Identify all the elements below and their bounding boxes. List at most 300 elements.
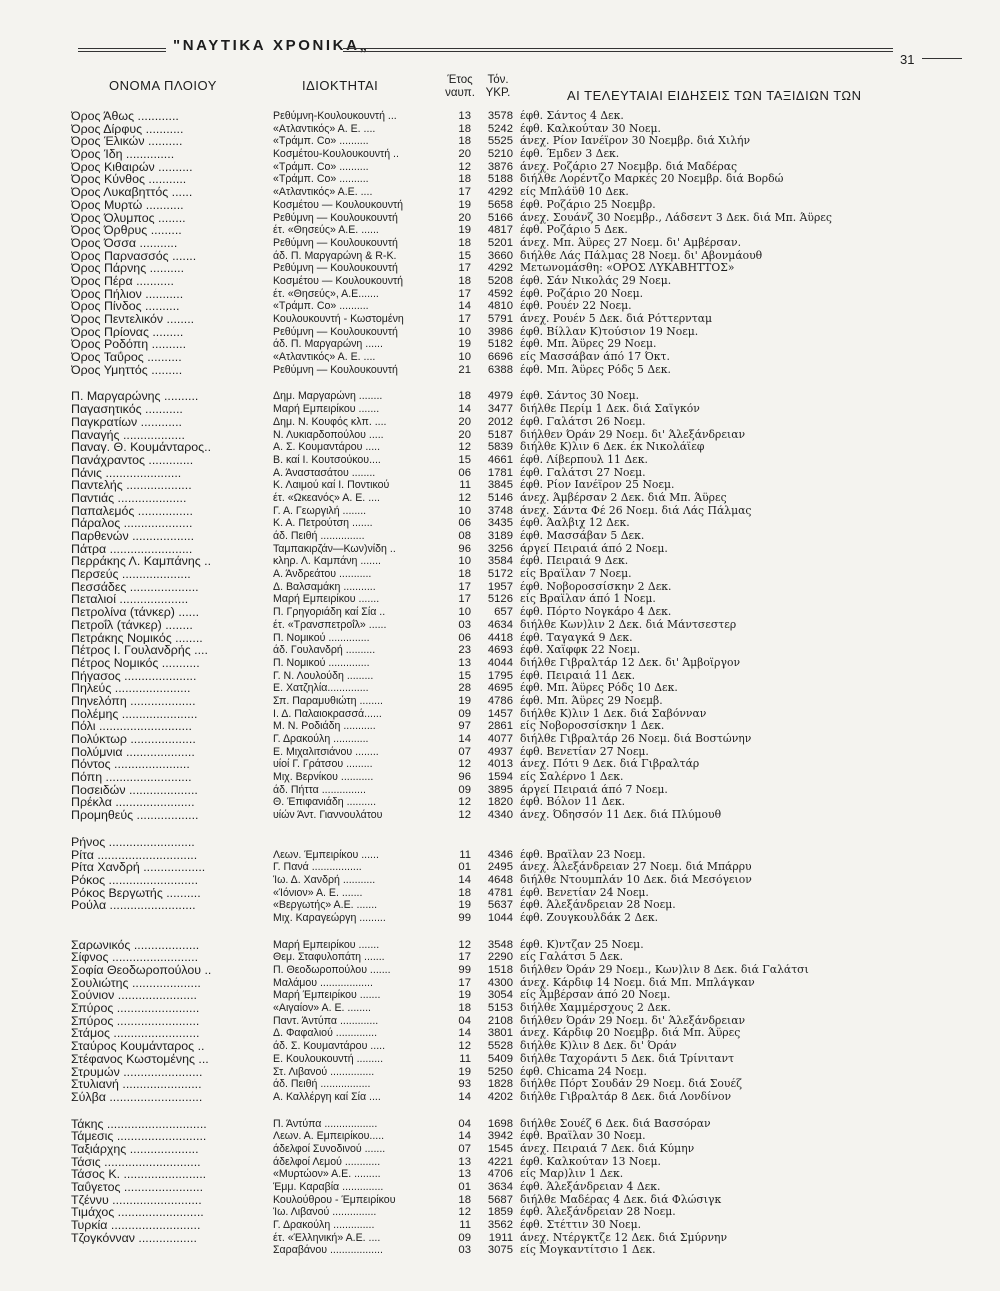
- ship-name: Πολύκτωρ ...................: [71, 733, 196, 746]
- owner-name: Στ. Λιβανού ...............: [273, 1065, 375, 1078]
- tonnage: 3634: [487, 1181, 513, 1193]
- table-row: [0, 351, 1000, 364]
- voyage-news: άνεχ. Κάρδιφ 14 Νοεμ. διά Μπ. Μπλάγκαν: [520, 976, 755, 989]
- voyage-news: άνεχ. Ρουέν 5 Δεκ. διά Ρόττερνταμ: [520, 313, 713, 325]
- tonnage: 1820: [487, 796, 513, 809]
- tonnage: 1859: [487, 1206, 513, 1219]
- owner-name: Γ. Πανά .................: [273, 861, 362, 874]
- table-row: [0, 784, 1000, 797]
- tonnage: 3578: [487, 110, 513, 122]
- ship-name: Όρος Ροδόπη ..........: [71, 338, 187, 352]
- build-year: 15: [458, 669, 471, 682]
- tonnage: 1828: [487, 1078, 513, 1091]
- ship-name: Παντιάς ....................: [71, 491, 187, 505]
- tonnage: 3876: [487, 160, 513, 173]
- header-rule-end: [922, 58, 962, 59]
- owner-name: Δ. Φαφαλιού ..............: [273, 1027, 378, 1040]
- ship-name: Τιμάχος .........................: [71, 1206, 204, 1220]
- tonnage: 1795: [487, 669, 513, 682]
- ship-name: Όρος Πεντελικόν ........: [71, 313, 195, 326]
- ship-name: Όρος Έλικών ..........: [71, 135, 183, 149]
- voyage-news: άνεχ. Ρίον Ιανέϊρον 30 Νοεμβρ. διά Χιλήν: [520, 135, 751, 148]
- table-row: [0, 199, 1000, 212]
- tonnage: 2108: [487, 1014, 513, 1027]
- table-row: [0, 288, 1000, 301]
- table-row: [0, 1143, 1000, 1156]
- owner-name: Π. Νομικού ..............: [273, 631, 370, 644]
- table-row: [0, 593, 1000, 606]
- table-row: [0, 849, 1000, 862]
- build-year: 15: [458, 453, 471, 466]
- voyage-news: έφθ. Σάντος 30 Νοεμ.: [520, 390, 640, 403]
- voyage-news: έφθ. Chicama 24 Νοεμ.: [520, 1065, 647, 1078]
- tonnage: 4292: [487, 262, 513, 275]
- table-row: [0, 224, 1000, 237]
- table-row: [0, 695, 1000, 708]
- build-year: 12: [458, 1206, 471, 1219]
- ship-name: Όρος Υμηττός .........: [71, 363, 183, 377]
- tonnage: 4817: [487, 224, 513, 237]
- tonnage: 3256: [487, 542, 513, 555]
- voyage-news: έφθ. Ζουγκουλδάκ 2 Δεκ.: [520, 911, 659, 924]
- tonnage: 5201: [487, 236, 513, 249]
- build-year: 18: [458, 390, 471, 403]
- tonnage: 3562: [487, 1219, 513, 1232]
- build-year: 14: [458, 733, 471, 745]
- header-rule-right: [343, 48, 893, 49]
- tonnage: 4781: [487, 886, 513, 899]
- tonnage: 3748: [487, 504, 513, 517]
- owner-name: έτ. «Θησεύς» Α.Ε. ......: [273, 224, 379, 237]
- voyage-news: είς Γαλάτσι 5 Δεκ.: [520, 951, 624, 964]
- build-year: 03: [458, 618, 471, 631]
- build-year: 14: [458, 1027, 471, 1040]
- build-year: 99: [458, 911, 471, 924]
- voyage-news: έφθ. Ρίον Ιανέϊρον 25 Νοεμ.: [520, 479, 675, 492]
- tonnage: 3189: [487, 530, 513, 542]
- col-header-name: ΟΝΟΜΑ ΠΛΟΙΟΥ: [109, 78, 217, 93]
- ship-name: Όρος Πάρνης ..........: [71, 262, 185, 275]
- owner-name: άδελφοί Συνοδινού .......: [273, 1142, 386, 1155]
- owner-name: «Ατλαντικός» Α. Ε. ....: [273, 351, 376, 364]
- build-year: 10: [458, 606, 471, 619]
- build-year: 19: [458, 1065, 471, 1078]
- table-row: [0, 1053, 1000, 1066]
- ship-name: Παρθενών ..................: [71, 530, 195, 543]
- tonnage: 5637: [487, 899, 513, 912]
- table-row: [0, 1002, 1000, 1015]
- owner-name: Ε. Χατζηλία..............: [273, 682, 369, 695]
- owner-name: έτ. «Θησεύς», Α.Ε.......: [273, 287, 379, 300]
- table-row: [0, 123, 1000, 136]
- build-year: 18: [458, 274, 471, 287]
- owner-name: Γ. Δρακούλη ..............: [273, 1219, 375, 1232]
- table-row: [0, 1194, 1000, 1207]
- tonnage: 2290: [487, 951, 513, 964]
- voyage-news: έφθ. Μπ. Άϋρες Ρόδς 10 Δεκ.: [520, 682, 678, 695]
- voyage-news: διήλθε Περίμ 1 Δεκ. διά Σαϊγκόν: [520, 403, 700, 416]
- ship-name: Παγκρατίων ............: [71, 415, 182, 429]
- table-row: [0, 416, 1000, 429]
- table-row: [0, 861, 1000, 874]
- build-year: 18: [458, 568, 471, 581]
- table-row: [0, 1219, 1000, 1232]
- ship-name: Σπύρος ........................: [71, 1014, 200, 1028]
- table-row: [0, 619, 1000, 632]
- owner-name: άδ. Πειθή .................: [273, 1078, 371, 1091]
- build-year: 17: [458, 580, 471, 593]
- build-year: 10: [458, 504, 471, 517]
- ship-name: Σπύρος ........................: [71, 1002, 200, 1015]
- ship-name: Όρος Παρνασσός .......: [71, 249, 197, 263]
- tonnage: 4221: [487, 1155, 513, 1168]
- tonnage: 5791: [487, 313, 513, 325]
- table-row: [0, 912, 1000, 925]
- tonnage: 4648: [487, 873, 513, 886]
- page-number: 31: [900, 52, 915, 67]
- table-row: [0, 964, 1000, 977]
- owner-name: άδελφοί Λεμού ............: [273, 1155, 381, 1168]
- table-row: [0, 568, 1000, 581]
- build-year: 20: [458, 428, 471, 441]
- ship-name: Τάσος Κ. ........................: [71, 1168, 207, 1182]
- tonnage: 3477: [487, 403, 513, 416]
- tonnage: 4044: [487, 656, 513, 669]
- tonnage: 5210: [487, 148, 513, 161]
- voyage-news: άνεχ. Ντέργκτζε 12 Δεκ. διά Σμύρνην: [520, 1231, 728, 1244]
- owner-name: Μαρή Εμπειρίκου .......: [273, 938, 380, 951]
- owner-name: υίοί Γ. Γράτσου .........: [273, 758, 373, 771]
- owner-name: «Τράμπ. Co» ..........: [273, 160, 369, 173]
- ship-name: Πέτρος Νομικός ...........: [71, 656, 200, 670]
- table-row: [0, 1156, 1000, 1169]
- owner-name: Α. Άνδρεάτου ...........: [273, 568, 372, 581]
- ship-group: [0, 110, 1000, 376]
- owner-name: Κουλουκουντή - Κωστομένη: [273, 313, 404, 325]
- tonnage: 5208: [487, 274, 513, 287]
- voyage-news: διήλθε Γιβραλτάρ 12 Δεκ. δι' Άμβοΐργον: [520, 656, 741, 669]
- build-year: 13: [458, 110, 471, 122]
- table-row: [0, 733, 1000, 746]
- table-row: [0, 555, 1000, 568]
- ship-name: Σούνιον .......................: [71, 989, 197, 1003]
- table-row: [0, 581, 1000, 594]
- owner-name: υίών Άντ. Γιαννουλάτου: [273, 809, 383, 822]
- build-year: 06: [458, 631, 471, 644]
- build-year: 09: [458, 783, 471, 796]
- owner-name: άδ. Σ. Κουμαντάρου .....: [273, 1040, 386, 1053]
- owner-name: Ε. Μιχαλιτσιάνου ........: [273, 745, 379, 758]
- table-row: [0, 939, 1000, 952]
- ship-name: Πάραλος ....................: [71, 517, 193, 531]
- ship-group: [0, 390, 1000, 821]
- ship-name: Τζέννυ ..........................: [71, 1193, 202, 1207]
- owner-name: «Τράμπ. Co» ..........: [273, 300, 369, 313]
- build-year: 13: [458, 1168, 471, 1181]
- build-year: 14: [458, 403, 471, 416]
- table-row: [0, 606, 1000, 619]
- ship-name: Ποσειδών ....................: [71, 783, 198, 797]
- voyage-news: έφθ. Ροζάριο 25 Νοεμβρ.: [520, 198, 656, 211]
- build-year: 96: [458, 542, 471, 555]
- tonnage: 4695: [487, 682, 513, 695]
- owner-name: άδ. Π. Μαργαρώνη ......: [273, 338, 383, 351]
- table-row: [0, 543, 1000, 556]
- ship-name: Όρος Ίδη ..............: [71, 148, 175, 161]
- ship-name: Όρος Πήλιον ...........: [71, 287, 184, 301]
- voyage-news: έφθ. Κ)ντζαν 25 Νοεμ.: [520, 938, 644, 951]
- build-year: 23: [458, 644, 471, 657]
- owner-name: κληρ. Λ. Καμπάνη .......: [273, 555, 381, 568]
- build-year: 11: [459, 848, 471, 861]
- voyage-news: άνεχ. Πότι 9 Δεκ. διά Γιβραλτάρ: [520, 758, 700, 771]
- tonnage: 1594: [487, 771, 513, 784]
- tonnage: 1957: [487, 580, 513, 593]
- ship-name: Σταύρος Κουμάνταρος ..: [71, 1040, 205, 1053]
- owner-name: Κ. Λαιμού καί Ι. Ποντικού: [273, 479, 390, 492]
- owner-name: Μαρή Εμπειρίκου .......: [273, 593, 380, 606]
- voyage-news: έφθ. Μπ. Άϋρες 29 Νοεμ.: [520, 338, 657, 351]
- tonnage: 4937: [487, 745, 513, 758]
- col-header-year: Έτος ναυπ.: [445, 74, 475, 99]
- tonnage: 1518: [487, 964, 513, 976]
- build-year: 11: [459, 479, 471, 492]
- build-year: 12: [458, 796, 471, 809]
- table-row: [0, 403, 1000, 416]
- ship-name: Πάνις ......................: [71, 466, 182, 480]
- build-year: 21: [458, 363, 471, 376]
- tonnage: 1698: [487, 1117, 513, 1130]
- tonnage: 3942: [487, 1130, 513, 1143]
- table-row: [0, 796, 1000, 809]
- voyage-news: διήλθε Σουέζ 6 Δεκ. διά Βασσόραν: [520, 1117, 711, 1130]
- tonnage: 4706: [487, 1168, 513, 1181]
- voyage-news: άνεχ. Πειραιά 7 Δεκ. διά Κύμην: [520, 1142, 695, 1155]
- voyage-news: άνεχ. Σάντα Φέ 26 Νοεμ. διά Λάς Πάλμας: [520, 504, 752, 517]
- tonnage: 4077: [487, 733, 513, 745]
- voyage-news: έφθ. Βόλον 11 Δεκ.: [520, 796, 626, 809]
- tonnage: 5687: [487, 1193, 513, 1206]
- ship-name: Σίφνος .........................: [71, 951, 199, 965]
- build-year: 17: [458, 976, 471, 989]
- ship-name: Ρόκος ..........................: [71, 873, 199, 887]
- tonnage: 4634: [487, 618, 513, 631]
- tonnage: 3845: [487, 479, 513, 492]
- owner-name: «Ατλαντικός» Α.Ε. ....: [273, 186, 373, 199]
- ship-name: Παντελής ...................: [71, 479, 192, 492]
- owner-name: Παντ. Άντύπα .............: [273, 1014, 379, 1027]
- owner-name: Ίω. Λιβανού ...............: [273, 1206, 377, 1219]
- ship-name: Στρυμών .......................: [71, 1065, 203, 1079]
- table-row: [0, 1091, 1000, 1104]
- table-row: [0, 517, 1000, 530]
- owner-name: Μαλάμου ..................: [273, 976, 373, 989]
- build-year: 01: [458, 1181, 471, 1193]
- ship-name: Πέτρος Ι. Γουλανδρής ....: [71, 644, 208, 657]
- voyage-news: έφθ. Βραΐλαν 30 Νοεμ.: [520, 1130, 646, 1143]
- voyage-news: είς Βραΐλαν άπό 1 Νοεμ.: [520, 593, 656, 606]
- voyage-news: άργεί Πειραιά άπό 7 Νοεμ.: [520, 783, 668, 796]
- col-header-news: ΑΙ ΤΕΛΕΥΤΑΙΑΙ ΕΙΔΗΣΕΙΣ ΤΩΝ ΤΑΞΙΔΙΩΝ ΤΩΝ: [567, 88, 862, 103]
- ship-name: Όρος Δίρφυς ...........: [71, 122, 184, 136]
- build-year: 20: [458, 211, 471, 224]
- tonnage: 2495: [487, 861, 513, 874]
- owner-name: Π. Γρηγοριάδη καί Σία ..: [273, 606, 386, 619]
- voyage-news: άνεχ. Όδησσόν 11 Δεκ. διά Πλύμουθ: [520, 809, 722, 822]
- table-row: [0, 1130, 1000, 1143]
- build-year: 12: [458, 809, 471, 822]
- owner-name: Κοσμέτου — Κουλουκουντή: [273, 198, 404, 211]
- build-year: 93: [458, 1078, 471, 1091]
- voyage-news: έφθ. Χαΐφφκ 22 Νοεμ.: [520, 644, 641, 657]
- tonnage: 5250: [487, 1065, 513, 1078]
- table-row: [0, 1168, 1000, 1181]
- voyage-news: διήλθε Πόρτ Σουδάν 29 Νοεμ. διά Σουέζ: [520, 1078, 742, 1091]
- voyage-news: άνεχ. Άλεξάνδρειαν 27 Νοεμ. διά Μπάρρυ: [520, 861, 752, 874]
- build-year: 18: [458, 886, 471, 899]
- ship-name: Πανάχραντος .............: [71, 453, 194, 467]
- table-row: [0, 300, 1000, 313]
- table-row: [0, 1232, 1000, 1245]
- owner-name: Ταμπακιρζάν—Κων)νίδη ..: [273, 542, 396, 555]
- voyage-news: διήλθε Κ)λιν 8 Δεκ. δι' Όράν: [520, 1040, 677, 1053]
- voyage-news: έφθ. Καλκούταν 30 Νοεμ.: [520, 122, 661, 135]
- voyage-news: έφθ. Μασσάβαν 5 Δεκ.: [520, 530, 645, 542]
- voyage-news: είς Μασσάβαν άπό 17 Όκτ.: [520, 351, 670, 364]
- build-year: 12: [458, 160, 471, 173]
- tonnage: 4300: [487, 976, 513, 989]
- header-rule-left-2: [78, 51, 166, 52]
- build-year: 14: [458, 1090, 471, 1103]
- table-row: [0, 364, 1000, 377]
- voyage-news: έφθ. Μπ. Άϋρες Ρόδς 5 Δεκ.: [520, 363, 671, 376]
- voyage-news: είς Σαλέρνο 1 Δεκ.: [520, 771, 624, 784]
- voyage-news: διήλθε Λορέντζο Μαρκές 20 Νοεμβρ. διά Βορδώ: [520, 173, 784, 186]
- voyage-news: έφθ. Έμδεν 3 Δεκ.: [520, 148, 620, 161]
- ship-name: Παναγ. Θ. Κουμάνταρος..: [71, 441, 212, 454]
- table-row: [0, 632, 1000, 645]
- tonnage: 4661: [487, 453, 513, 466]
- ship-name: Στάμος .........................: [71, 1027, 200, 1041]
- table-row: [0, 1181, 1000, 1194]
- build-year: 13: [458, 656, 471, 669]
- table-row: [0, 390, 1000, 403]
- ship-name: Ταΰγετος .......................: [71, 1181, 204, 1194]
- voyage-news: άργεί Πειραιά άπό 2 Νοεμ.: [520, 542, 668, 555]
- build-year: 03: [458, 1244, 471, 1257]
- owner-name: Λεων. Α. Εμπειρίκου.....: [273, 1130, 385, 1143]
- voyage-news: είς Μαρ)λιν 1 Δεκ.: [520, 1168, 624, 1181]
- voyage-news: έφθ. Σάν Νικολάς 29 Νοεμ.: [520, 274, 672, 287]
- voyage-news: είς Νοβοροσσίσκην 1 Δεκ.: [520, 720, 665, 733]
- tonnage: 3801: [487, 1027, 513, 1040]
- build-year: 28: [458, 682, 471, 695]
- voyage-news: έφθ. Νοβοροσσίσκην 2 Δεκ.: [520, 580, 672, 593]
- table-row: [0, 161, 1000, 174]
- tonnage: 3435: [487, 517, 513, 530]
- table-row: [0, 771, 1000, 784]
- build-year: 97: [458, 720, 471, 733]
- build-year: 19: [458, 694, 471, 707]
- ship-name: Πετράκης Νομικός ........: [71, 631, 203, 645]
- table-row: [0, 467, 1000, 480]
- voyage-news: έφθ. Γαλάτσι 27 Νοεμ.: [520, 466, 646, 479]
- ship-name: Πετρολίνα (τάνκερ) ......: [71, 606, 200, 619]
- owner-name: Λεων. Έμπειρίκου ......: [273, 848, 379, 861]
- table-row: [0, 441, 1000, 454]
- owner-name: Ρεθύμνη — Κουλουκουντή: [273, 325, 398, 338]
- owner-name: Κουλούθρου - Έμπειρίκου: [273, 1193, 396, 1206]
- build-year: 07: [458, 745, 471, 758]
- build-year: 19: [458, 989, 471, 1002]
- owner-name: Κοσμέτου — Κουλουκουντή: [273, 274, 404, 287]
- owner-name: Σαραβάνου ..................: [273, 1244, 383, 1257]
- tonnage: 5187: [487, 428, 513, 441]
- build-year: 17: [458, 186, 471, 199]
- owner-name: άδ. Πειθή ...............: [273, 530, 365, 542]
- tonnage: 2012: [487, 415, 513, 428]
- table-row: [0, 135, 1000, 148]
- owner-name: Μ. Ν. Ροδιάδη ...........: [273, 720, 376, 733]
- table-row: [0, 262, 1000, 275]
- ship-name: Όρος Κιθαιρών ..........: [71, 160, 193, 174]
- tonnage: 657: [494, 606, 513, 619]
- build-year: 10: [458, 555, 471, 568]
- build-year: 99: [458, 964, 471, 976]
- table-row: [0, 1244, 1000, 1257]
- ship-name: Πηνελόπη ...................: [71, 694, 196, 708]
- table-row: [0, 250, 1000, 263]
- build-year: 12: [458, 758, 471, 771]
- tonnage: 4693: [487, 644, 513, 657]
- tonnage: 1044: [487, 911, 513, 924]
- build-year: 12: [458, 1040, 471, 1053]
- build-year: 07: [458, 1142, 471, 1155]
- build-year: 18: [458, 135, 471, 148]
- table-row: [0, 326, 1000, 339]
- build-year: 11: [459, 1219, 471, 1232]
- voyage-news: έφθ. Βίλλαν Κ)τούσιον 19 Νοεμ.: [520, 325, 699, 338]
- tonnage: 3054: [487, 989, 513, 1002]
- owner-name: Δημ. Μαργαρώνη ........: [273, 390, 383, 403]
- owner-name: Π. Θεοδωροπούλου .......: [273, 964, 391, 976]
- owner-name: Ρεθύμνη — Κουλουκουντή: [273, 236, 398, 249]
- build-year: 17: [458, 313, 471, 325]
- build-year: 09: [458, 707, 471, 720]
- ship-group: [0, 939, 1000, 1104]
- table-row: [0, 530, 1000, 543]
- ship-name: Ρίτα Χανδρή ..................: [71, 861, 206, 874]
- build-year: 09: [458, 1231, 471, 1244]
- owner-name: «Μυρτώον» Α.Ε. .........: [273, 1168, 381, 1181]
- owner-name: Γ. Δρακούλη ............: [273, 733, 369, 745]
- owner-name: Β. καί Ι. Κουτσούκου....: [273, 453, 381, 466]
- ship-group: [0, 1118, 1000, 1258]
- owner-name: Ρεθύμνη-Κουλουκουντή ...: [273, 110, 397, 122]
- voyage-news: διήλθε Κ)λιν 6 Δεκ. έκ Νικολάϊεφ: [520, 441, 705, 454]
- table-row: [0, 1206, 1000, 1219]
- table-row: [0, 1015, 1000, 1028]
- table-row: [0, 708, 1000, 721]
- table-row: [0, 479, 1000, 492]
- voyage-news: έφθ. Άλεξάνδρειαν 28 Νοεμ.: [520, 1206, 676, 1219]
- ship-name: Όρος Όλυμπος ........: [71, 211, 186, 225]
- voyage-news: έφθ. Βραΐλαν 23 Νοεμ.: [520, 848, 646, 861]
- table-row: [0, 809, 1000, 822]
- build-year: 20: [458, 415, 471, 428]
- ship-name: Πολύμνια ....................: [71, 745, 195, 759]
- build-year: 10: [458, 351, 471, 364]
